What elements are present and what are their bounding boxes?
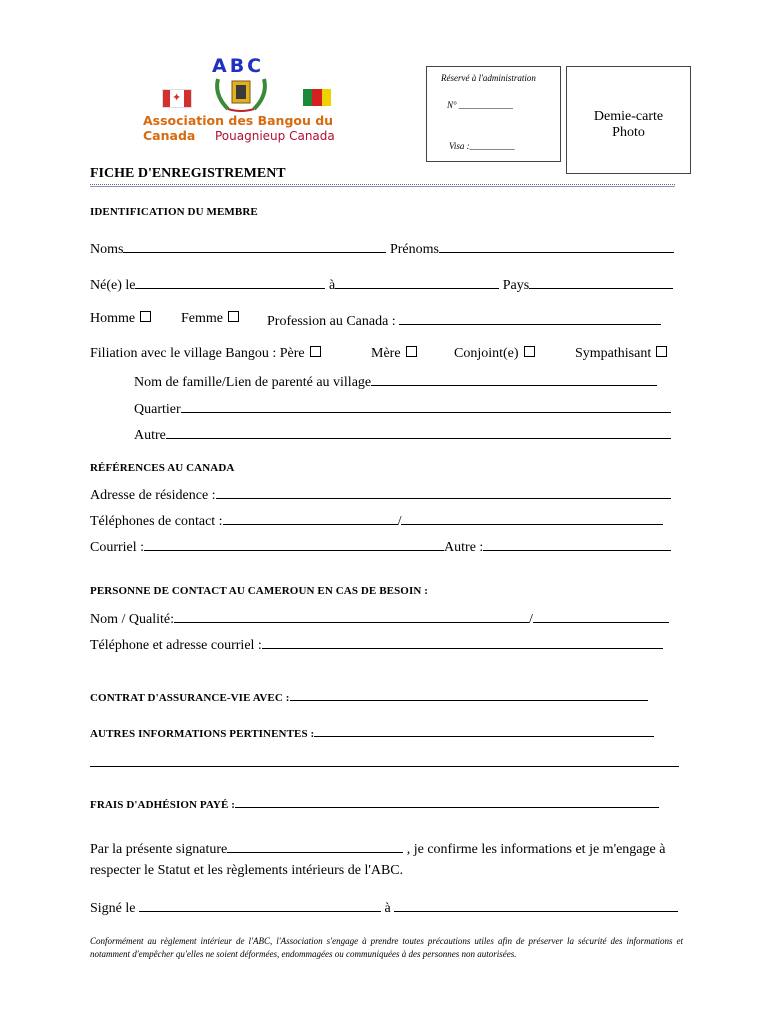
input-birth-place[interactable]	[335, 275, 499, 289]
label-adresse: Adresse de résidence :	[90, 488, 216, 503]
input-address[interactable]	[216, 485, 671, 499]
row-profession	[267, 311, 661, 330]
logo-subtitle: Pouagnieup Canada	[215, 129, 335, 143]
label-conjoint-text: Conjoint(e)	[454, 346, 519, 361]
label-pays: Pays	[502, 278, 530, 293]
label-profession: Profession au Canada :	[267, 314, 396, 329]
privacy-notice: Conformément au règlement intérieur de l'ABC, l'Association s'engage à prendre toutes précautions utiles afin de préserver la sécurité des informations et notamment d'empêcher qu'elles ne soient déformées, endommagées ou communiquées à des personnes non autorisées.	[90, 936, 683, 959]
label-sympathisant-text: Sympathisant	[575, 346, 652, 361]
label-quartier: Quartier	[134, 402, 181, 417]
row-phones	[90, 511, 663, 530]
label-a: à	[328, 278, 336, 293]
label-nom-qualite: Nom / Qualité:	[90, 612, 174, 627]
row-quartier	[134, 399, 671, 418]
input-phone-2[interactable]	[401, 511, 663, 525]
admin-reserved-box	[426, 66, 561, 162]
input-email-other[interactable]	[483, 537, 671, 551]
row-family-name	[134, 372, 657, 391]
label-autre: Autre	[134, 428, 166, 443]
row-name-quality	[90, 609, 669, 628]
label-ne-le: Né(e) le	[90, 278, 136, 293]
label-telephones: Téléphones de contact :	[90, 514, 223, 529]
signature-text-start: Par la présente signature	[90, 842, 228, 857]
title-divider-blue	[90, 186, 675, 187]
label-filiation	[90, 346, 321, 362]
label-signed-a: à	[384, 901, 391, 916]
admin-number-field[interactable]: N° ____________	[447, 100, 513, 110]
section-references: RÉFÉRENCES AU CANADA	[90, 462, 235, 474]
label-autre-courriel: Autre :	[444, 540, 484, 555]
label-nom-famille: Nom de famille/Lien de parenté au village	[134, 375, 372, 390]
row-fees	[90, 797, 659, 811]
label-filiation-text: Filiation avec le village Bangou : Père	[90, 346, 305, 361]
row-address	[90, 485, 671, 504]
row-signed	[90, 898, 678, 917]
checkbox-femme[interactable]	[228, 311, 239, 322]
input-signature[interactable]	[227, 839, 403, 853]
label-noms: Noms	[90, 242, 124, 257]
row-birth	[90, 275, 673, 294]
row-insurance	[90, 690, 648, 704]
section-identification: IDENTIFICATION DU MEMBRE	[90, 206, 258, 218]
photo-label-line1: Demie-carte	[593, 109, 664, 124]
label-mere	[371, 346, 417, 362]
row-email	[90, 537, 671, 556]
row-signature	[90, 839, 665, 858]
checkbox-sympathisant[interactable]	[656, 346, 667, 357]
label-courriel: Courriel :	[90, 540, 145, 555]
laurel-emblem-icon	[212, 75, 270, 113]
label-tel-adresse: Téléphone et adresse courriel :	[90, 638, 262, 653]
input-name-quality[interactable]	[174, 609, 529, 623]
input-country[interactable]	[529, 275, 673, 289]
section-insurance: CONTRAT D'ASSURANCE-VIE AVEC :	[90, 692, 290, 704]
input-signed-date[interactable]	[139, 898, 381, 912]
label-homme-text: Homme	[90, 311, 136, 326]
row-other-info	[90, 726, 654, 740]
input-fees[interactable]	[235, 797, 659, 808]
label-femme	[181, 311, 239, 327]
checkbox-conjoint[interactable]	[524, 346, 535, 357]
logo-association-name: Association des Bangou du Canada	[143, 113, 334, 143]
label-homme	[90, 311, 151, 327]
input-autre[interactable]	[166, 425, 671, 439]
row-autre	[134, 425, 671, 444]
label-conjoint	[454, 346, 535, 362]
section-fees: FRAIS D'ADHÉSION PAYÉ :	[90, 799, 236, 811]
row-phone-address	[90, 635, 663, 654]
photo-box[interactable]	[566, 66, 691, 174]
input-phone-1[interactable]	[223, 511, 398, 525]
form-title: FICHE D'ENREGISTREMENT	[90, 166, 286, 181]
input-family-name[interactable]	[371, 372, 657, 386]
input-other-info-line-2[interactable]	[90, 766, 679, 767]
input-other-info[interactable]	[314, 726, 654, 737]
checkbox-mere[interactable]	[406, 346, 417, 357]
input-name-quality-2[interactable]	[533, 609, 669, 623]
section-other-info: AUTRES INFORMATIONS PERTINENTES :	[90, 728, 315, 740]
section-contact-cameroun: PERSONNE DE CONTACT AU CAMEROUN EN CAS DE BESOIN :	[90, 585, 428, 597]
label-slash: /	[397, 514, 402, 529]
input-phone-address[interactable]	[262, 635, 663, 649]
admin-reserved-label: Réservé à l'administration	[441, 73, 536, 83]
label-sympathisant	[575, 346, 667, 362]
label-femme-text: Femme	[181, 311, 223, 326]
logo-abc-text: ABC	[212, 55, 265, 77]
label-mere-text: Mère	[371, 346, 401, 361]
association-logo	[140, 55, 370, 145]
signature-text-end: , je confirme les informations et je m'engage à	[406, 842, 666, 857]
cameroon-flag-icon	[303, 89, 331, 106]
input-email[interactable]	[144, 537, 444, 551]
input-prenoms[interactable]	[439, 239, 674, 253]
input-birth-date[interactable]	[135, 275, 325, 289]
input-signed-place[interactable]	[394, 898, 678, 912]
input-profession[interactable]	[399, 311, 661, 325]
input-noms[interactable]	[123, 239, 386, 253]
checkbox-pere[interactable]	[310, 346, 321, 357]
title-divider	[90, 184, 675, 185]
admin-visa-field[interactable]: Visa :__________	[449, 141, 515, 151]
canada-flag-icon: ✦	[162, 89, 192, 108]
label-prenoms: Prénoms	[389, 242, 439, 257]
label-slash-2: /	[529, 612, 533, 627]
input-quartier[interactable]	[181, 399, 671, 413]
row-names	[90, 239, 674, 258]
label-signe-le: Signé le	[90, 901, 136, 916]
signature-text-line2: respecter le Statut et les règlements intérieurs de l'ABC.	[90, 863, 404, 878]
input-insurance[interactable]	[290, 690, 648, 701]
photo-label-line2: Photo	[612, 125, 645, 140]
checkbox-homme[interactable]	[140, 311, 151, 322]
